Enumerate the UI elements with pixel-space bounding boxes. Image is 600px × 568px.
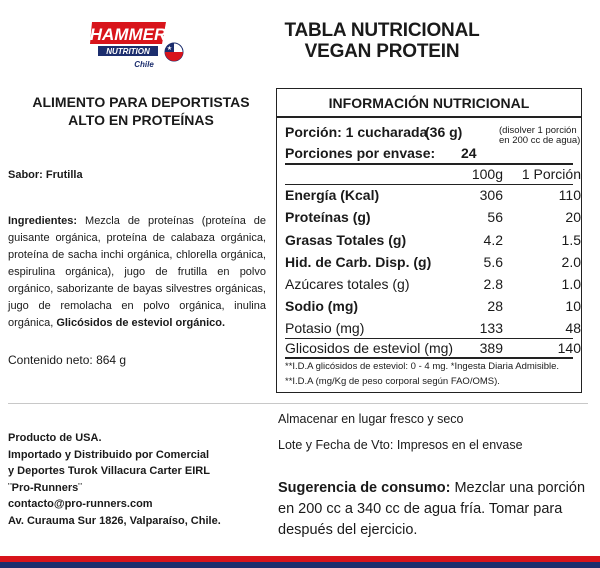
divider: [285, 357, 573, 359]
nutrient-label: Sodio (mg): [285, 298, 359, 314]
divider: [285, 184, 573, 185]
producer-line: Importado y Distribuido por Comercial: [8, 448, 210, 461]
nutrient-value-100g: 28: [487, 298, 503, 314]
nutrient-value-100g: 56: [487, 209, 503, 225]
divider: [285, 338, 573, 339]
nutrient-label: Grasas Totales (g): [285, 232, 407, 248]
nutrient-label: Azúcares totales (g): [285, 276, 410, 292]
divider: [285, 163, 573, 165]
nutrient-value-100g: 306: [479, 187, 503, 203]
storage-text: Almacenar en lugar fresco y seco: [278, 412, 464, 426]
flavor-text: Sabor: Frutilla: [8, 169, 83, 181]
producer-info: [8, 430, 266, 529]
ingredients-bold-end: Glicósidos de esteviol orgánico.: [56, 317, 226, 329]
servings-value: 24: [461, 145, 477, 161]
divider: [8, 403, 588, 404]
logo-sub-text: NUTRITION: [106, 47, 150, 56]
nutrient-label: Energía (Kcal): [285, 187, 380, 203]
nutrient-value-portion: 48: [565, 320, 581, 336]
nutrient-value-100g: 133: [479, 320, 503, 336]
nutrient-value-100g: 2.8: [483, 276, 503, 292]
nutrient-value-portion: 20: [565, 209, 581, 225]
nutrient-value-portion: 110: [558, 187, 581, 203]
nutrition-header: INFORMACIÓN NUTRICIONAL: [277, 89, 581, 118]
nutrient-value-100g: 389: [479, 340, 503, 356]
nutrient-value-portion: 140: [557, 340, 581, 356]
ingredients-body: Mezcla de proteínas (proteína de guisante orgánica, proteína de calabaza orgánica, proteína de sacha inchi orgánica, chlorella orgánica, espirulina orgánica), jugo de frutilla en polvo orgánico, saborizante de bayas silvestres orgánicas, jugo de remolacha en polvo orgánica, inulina orgánica,: [8, 215, 266, 329]
claim-line-2: ALTO EN PROTEÍNAS: [68, 112, 214, 128]
title-line-1: TABLA NUTRICIONAL: [284, 20, 480, 41]
net-content: Contenido neto: 864 g: [8, 353, 127, 367]
ingredients-label: Ingredientes:: [8, 215, 78, 227]
nutrient-label: Proteínas (g): [285, 209, 371, 225]
nutrition-table: [276, 88, 582, 393]
col-100g: 100g: [471, 166, 503, 182]
logo-country-text: Chile: [134, 60, 154, 69]
suggestion-label: Sugerencia de consumo:: [278, 480, 451, 496]
portion-value: (36 g): [425, 124, 463, 140]
nutrient-value-portion: 2.0: [561, 254, 581, 270]
claim-line-1: ALIMENTO PARA DEPORTISTAS: [32, 94, 250, 110]
page-title: [268, 20, 496, 62]
svg-text:★: ★: [166, 45, 173, 52]
producer-line: ¨Pro-Runners¨: [8, 481, 82, 494]
servings-label: Porciones por envase:: [285, 145, 436, 161]
producer-address: Av. Curauma Sur 1826, Valparaíso, Chile.: [8, 514, 221, 527]
title-line-2: VEGAN PROTEIN: [304, 41, 460, 62]
consumption-suggestion: [278, 478, 590, 541]
portion-note: (disolver 1 porción en 200 cc de agua): [499, 125, 581, 146]
nutrient-value-100g: 5.6: [483, 254, 503, 270]
nutrient-value-portion: 10: [565, 298, 581, 314]
nutrient-value-portion: 1.0: [561, 276, 581, 292]
ingredients-text: [8, 213, 266, 332]
nutrient-value-100g: 4.2: [483, 232, 503, 248]
logo-graphic: [88, 14, 188, 72]
footnote: **I.D.A glicósidos de esteviol: 0 - 4 mg. *Ingesta Diaria Admisible.: [285, 361, 560, 372]
chile-flag-icon: [165, 43, 183, 61]
logo-brand-text: HAMMER: [89, 25, 167, 44]
nutrient-label: Glicosidos de esteviol (mg): [285, 340, 454, 356]
producer-line: Producto de USA.: [8, 432, 102, 444]
suggestion-text: Mezclar una porción en 200 cc a 340 cc de agua fría. Tomar para después del ejercicio.: [278, 480, 586, 538]
col-portion: 1 Porción: [521, 166, 581, 182]
producer-email: contacto@pro-runners.com: [8, 498, 153, 510]
nutrient-label: Potasio (mg): [285, 320, 365, 336]
producer-line: y Deportes Turok Villacura Carter EIRL: [8, 465, 210, 477]
lot-text: Lote y Fecha de Vto: Impresos en el envase: [278, 438, 523, 452]
hammer-nutrition-logo: [88, 14, 188, 72]
nutrient-label: Hid. de Carb. Disp. (g): [285, 254, 432, 270]
portion-label: Porción: 1 cucharada: [285, 124, 428, 140]
nutrient-value-portion: 1.5: [561, 232, 581, 248]
product-claim: [14, 93, 268, 129]
footnote: **I.D.A (mg/Kg de peso corporal según FAO/OMS).: [285, 376, 500, 387]
footer-stripe-navy: [0, 562, 600, 568]
